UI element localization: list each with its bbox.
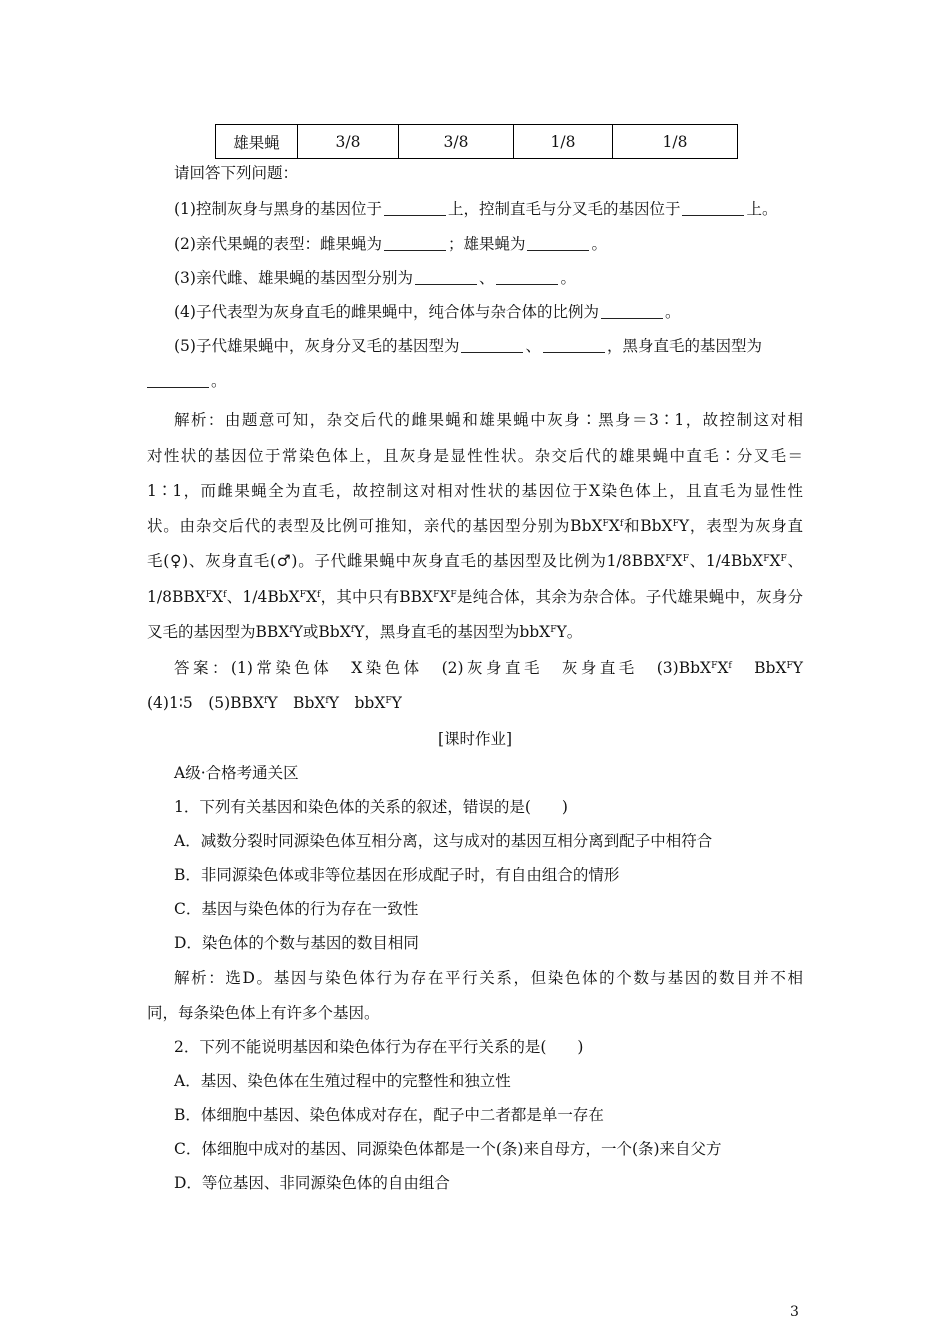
- question-3: (3)亲代雌、雄果蝇的基因型分别为 、 。: [174, 269, 576, 287]
- option-a: A．减数分裂时同源染色体互相分离，这与成对的基因互相分离到配子中相符合: [174, 832, 713, 850]
- answer-blank: [543, 338, 605, 353]
- question-1: (1)控制灰身与黑身的基因位于 上，控制直毛与分叉毛的基因位于 上。: [174, 200, 778, 218]
- analysis-line: 叉毛的基因型为BBX$^f$Y或BbX$^f$Y，黑身直毛的基因型为bbX$^F$Y。: [147, 623, 583, 641]
- level-heading: A级·合格考通关区: [174, 764, 299, 782]
- option-d: D．染色体的个数与基因的数目相同: [174, 934, 419, 952]
- option-c: C．体细胞中成对的基因、同源染色体都是一个(条)来自母方，一个(条)来自父方: [174, 1140, 722, 1158]
- analysis-line: 1∶1，而雌果蝇全为直毛，故控制这对相对性状的基因位于X染色体上，且直毛为显性性: [147, 482, 803, 500]
- analysis-line: 毛(♀)、灰身直毛(♂)。子代雌果蝇中灰身直毛的基因型及比例为$1/8BBX^FX^F$、$1/4BbX^FX^F$、: [147, 552, 803, 570]
- option-b: B．体细胞中基因、染色体成对存在，配子中二者都是单一存在: [174, 1106, 604, 1124]
- question-stem: 1．下列有关基因和染色体的关系的叙述，错误的是( ): [174, 798, 568, 816]
- table-cell-label: 雄果蝇: [216, 125, 298, 159]
- option-d: D．等位基因、非同源染色体的自由组合: [174, 1174, 450, 1192]
- answer-blank: [415, 270, 477, 285]
- answer-blank: [384, 236, 446, 251]
- table-cell: 1/8: [613, 125, 738, 159]
- answer-line: 答案：(1)常染色体 X染色体 (2)灰身直毛 灰身直毛 $(3)BbX^FX^f$ BbX$^F$Y: [174, 659, 803, 677]
- question-5-cont: 。: [147, 371, 227, 391]
- answer-blank: [527, 236, 589, 251]
- answer-blank: [147, 373, 209, 388]
- analysis-line: 同，每条染色体上有许多个基因。: [147, 1004, 380, 1022]
- answer-blank: [496, 270, 558, 285]
- option-b: B．非同源染色体或非等位基因在形成配子时，有自由组合的情形: [174, 866, 620, 884]
- option-a: A．基因、染色体在生殖过程中的完整性和独立性: [174, 1072, 511, 1090]
- option-c: C．基因与染色体的行为存在一致性: [174, 900, 419, 918]
- analysis-line: $1/8BBX^FX^f$、$1/4BbX^FX^f$，其中只有$BBX^FX^F$是纯合体，其余为杂合体。子代雄果蝇中，灰身分: [147, 588, 803, 606]
- question-2: (2)亲代果蝇的表型：雌果蝇为 ；雄果蝇为 。: [174, 235, 607, 253]
- prompt-text: 请回答下列问题：: [174, 164, 299, 182]
- analysis-line: 解析：由题意可知，杂交后代的雌果蝇和雄果蝇中灰身∶黑身＝3∶1，故控制这对相: [174, 411, 803, 429]
- answer-blank: [384, 201, 446, 216]
- result-table: [215, 124, 738, 159]
- question-4: (4)子代表型为灰身直毛的雌果蝇中，纯合体与杂合体的比例为 。: [174, 303, 681, 321]
- section-title: [课时作业]: [437, 730, 513, 748]
- answer-blank: [682, 201, 744, 216]
- table-cell: 3/8: [399, 125, 514, 159]
- answer-line: (4)1∶5 (5)BBX$^f$Y BbX$^f$Y bbX$^F$Y: [147, 694, 402, 712]
- analysis-line: 对性状的基因位于常染色体上，且灰身是显性性状。杂交后代的雄果蝇中直毛∶分叉毛＝: [147, 447, 803, 465]
- table-cell: 3/8: [298, 125, 399, 159]
- question-stem: 2．下列不能说明基因和染色体行为存在平行关系的是( ): [174, 1038, 584, 1056]
- answer-blank: [461, 338, 523, 353]
- table-cell: 1/8: [514, 125, 613, 159]
- page-number: 3: [790, 1304, 799, 1320]
- analysis-line: 状。由杂交后代的表型及比例可推知，亲代的基因型分别为$BbX^FX^f$和BbX$^F$Y，表型为灰身直: [147, 517, 803, 535]
- answer-blank: [601, 304, 663, 319]
- question-5: (5)子代雄果蝇中，灰身分叉毛的基因型为 、 ，黑身直毛的基因型为: [174, 337, 762, 355]
- table-row: [216, 125, 738, 159]
- analysis-line: 解析：选D。基因与染色体行为存在平行关系，但染色体的个数与基因的数目并不相: [174, 969, 803, 987]
